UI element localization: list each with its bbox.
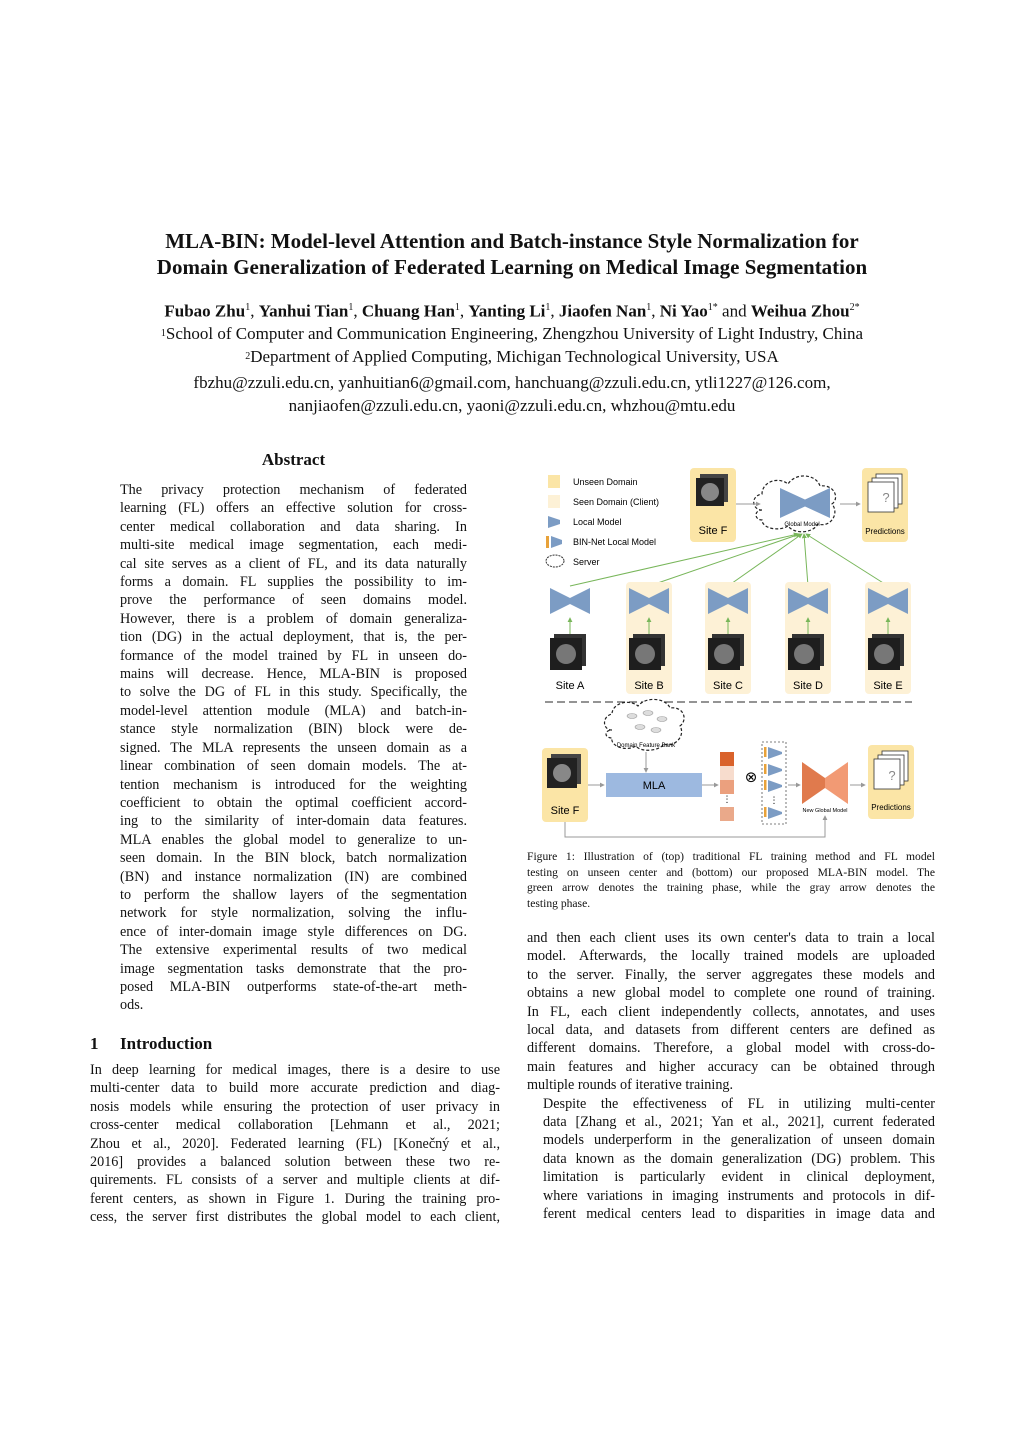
text-line: multiple rounds of iterative training. xyxy=(527,1077,734,1094)
server-cloud xyxy=(754,476,836,532)
text-line: The extensive experimental results of two medical xyxy=(120,942,467,959)
emails-line-2: nanjiaofen@zzuli.edu.cn, yaoni@zzuli.edu.cn, whzhou@mtu.edu xyxy=(288,396,736,415)
new-global-encoder xyxy=(802,762,825,804)
affiliation-2-sup: 2 xyxy=(245,351,251,362)
bin-net-model-icon xyxy=(768,780,782,792)
scan-anatomy xyxy=(556,644,576,664)
text-line: testing on unseen center and (bottom) our proposed MLA-BIN model. The xyxy=(527,865,935,879)
site-f-label: Site F xyxy=(550,805,580,817)
site-label: Site B xyxy=(634,680,664,692)
legend-server: Server xyxy=(573,557,600,567)
text-line: forms a domain. FL supplies the possibility to im- xyxy=(120,574,467,591)
weight-ellipsis: ⋮ xyxy=(722,794,732,804)
author-sup: 2* xyxy=(849,302,860,313)
prediction-sheet xyxy=(868,482,894,512)
emails-line-1: fbzhu@zzuli.edu.cn, yanhuitian6@gmail.com, hanchuang@zzuli.edu.cn, ytli1227@126.com, xyxy=(193,373,831,392)
title-line-2: Domain Generalization of Federated Learning on Medical Image Segmentation xyxy=(156,255,868,279)
model-ellipsis: ⋮ xyxy=(769,795,779,805)
affiliation-2 xyxy=(40,345,984,368)
site-b xyxy=(626,582,672,694)
predictions-top xyxy=(862,468,908,542)
weight-cell xyxy=(720,766,734,780)
author-separator: , xyxy=(353,301,358,321)
global-model-label: Global Model xyxy=(784,522,820,528)
author-sup: 1 xyxy=(646,302,652,313)
bin-net-model-icon xyxy=(768,747,782,759)
site-d xyxy=(785,582,831,694)
legend-local-model: Local Model xyxy=(573,517,622,527)
abstract-heading: Abstract xyxy=(261,450,326,469)
intro-paragraph xyxy=(527,929,935,1095)
intro-right-column xyxy=(527,929,935,1224)
site-label: Site C xyxy=(713,680,743,692)
local-model-stack xyxy=(762,742,786,824)
section-number: 1 xyxy=(90,1034,99,1053)
weight-cell xyxy=(720,752,734,766)
author-sup: 1* xyxy=(707,302,718,313)
author-name: Ni Yao xyxy=(659,301,708,321)
site-f-anatomy xyxy=(701,483,719,501)
text-line: data [Zhang et al., 2021; Yan et al., 2021], current federated xyxy=(543,1114,935,1131)
scan-anatomy xyxy=(714,644,734,664)
author-list xyxy=(40,296,984,323)
text-line: 2016] provides a balanced solution between these two re- xyxy=(90,1154,500,1171)
database-icon xyxy=(651,728,661,733)
bin-block-icon xyxy=(546,536,549,548)
author-separator: , xyxy=(651,301,656,321)
text-line: nosis models while ensuring the protection of user privacy in xyxy=(90,1098,500,1115)
text-line: model. Afterwards, the locally trained models are uploaded xyxy=(527,948,935,965)
text-line: cess, the server first distributes the global model to each client, xyxy=(90,1209,500,1226)
text-line: multi-center data to build more accurate prediction and diag- xyxy=(90,1080,500,1097)
text-line: to perform the shallow layers of the segmentation xyxy=(120,886,467,903)
affiliation-1 xyxy=(40,322,984,345)
text-line: local data, and datasets from different centers are defined as xyxy=(527,1022,935,1039)
multiply-symbol: ⊗ xyxy=(744,769,758,786)
bin-block-icon xyxy=(764,747,767,757)
legend-seen: Seen Domain (Client) xyxy=(573,497,660,507)
legend-bin-net: BIN-Net Local Model xyxy=(573,537,657,547)
abstract-body xyxy=(120,481,467,1015)
text-line: ing to the similarity of inter-domain data features. xyxy=(120,813,467,830)
text-line: different domains. Therefore, a global model with cross-do- xyxy=(527,1040,935,1057)
text-line: tion (DG) in the actual deployment, that is, the per- xyxy=(120,629,467,646)
prediction-question: ? xyxy=(882,490,890,505)
bin-net-model-icon xyxy=(551,536,562,548)
author-name: Yanhui Tian xyxy=(258,301,349,321)
figure-1-caption xyxy=(527,849,935,911)
site-f-anatomy xyxy=(553,764,571,782)
weight-vector xyxy=(720,752,734,821)
title-line-1: MLA-BIN: Model-level Attention and Batch-instance Style Normalization for xyxy=(165,229,859,253)
text-line: However, there is a problem of domain generaliza- xyxy=(120,610,467,627)
prediction-sheet xyxy=(874,759,900,789)
text-line: signed. The MLA represents the unseen domain as a xyxy=(120,739,467,756)
database-icon xyxy=(657,717,667,722)
section-title: Introduction xyxy=(120,1034,213,1053)
weight-cell xyxy=(720,780,734,794)
site-e xyxy=(865,582,911,694)
site-label: Site E xyxy=(873,680,903,692)
database-icon xyxy=(635,725,645,730)
domain-feature-bank xyxy=(605,699,685,750)
intro-left-column xyxy=(90,1061,500,1227)
figure-1 xyxy=(540,462,935,842)
text-line: linear combination of seen domain models. The at- xyxy=(120,758,467,775)
text-line: In FL, each client independently collects, annotates, and uses xyxy=(527,1003,935,1020)
text-line: and then each client uses its own center's data to train a local xyxy=(527,930,935,946)
text-line: The privacy protection mechanism of federated xyxy=(120,482,467,498)
site-c xyxy=(705,582,751,694)
green-arrow xyxy=(804,534,808,586)
server-icon xyxy=(546,555,564,567)
text-line: main features and higher accuracy can be obtained through xyxy=(527,1058,935,1075)
text-line: to the server. Finally, the server aggregates these models and xyxy=(527,966,935,983)
database-icon xyxy=(627,714,637,719)
author-sup: 1 xyxy=(545,302,551,313)
site-label: Site A xyxy=(555,680,585,692)
affiliation-2-text: Department of Applied Computing, Michigan Technological University, USA xyxy=(250,347,779,366)
predictions-label: Predictions xyxy=(871,803,911,812)
text-line: center medical collaboration and data sharing. In xyxy=(120,518,467,535)
bin-net-model-icon xyxy=(768,764,782,776)
text-line: data known as the domain generalization (DG) problem. This xyxy=(543,1150,935,1167)
text-line: ferent centers, as shown in Figure 1. During the training pro- xyxy=(90,1190,500,1207)
bin-net-model-icon xyxy=(768,807,782,819)
local-model-decoder xyxy=(570,588,590,614)
site-f-label: Site F xyxy=(698,525,728,537)
text-line: cal site serves as a client of FL, and its data naturally xyxy=(120,555,467,572)
author-name: Yanting Li xyxy=(468,301,546,321)
weight-cell xyxy=(720,807,734,821)
author-sup: 1 xyxy=(348,302,354,313)
text-line: prove the performance of seen domains model. xyxy=(120,592,467,609)
bin-block-icon xyxy=(764,780,767,790)
site-f-bottom xyxy=(542,748,588,822)
text-line: MLA enables the global model to generalize to un- xyxy=(120,831,467,848)
text-line: model-level attention module (MLA) and batch-in- xyxy=(120,702,467,719)
author-sup: 1 xyxy=(454,302,460,313)
text-line: Figure 1: Illustration of (top) traditional FL training method and FL model xyxy=(527,850,935,863)
section-heading xyxy=(90,1034,212,1054)
scan-anatomy xyxy=(635,644,655,664)
feature-bank-label: Domain Feature Bank xyxy=(616,743,676,749)
text-line: models underperform in the generalization of unseen domain xyxy=(543,1132,935,1149)
new-global-decoder xyxy=(825,762,848,804)
author-sup: 1 xyxy=(245,302,251,313)
text-line: formance of the model trained by FL in unseen do- xyxy=(120,647,467,664)
legend-unseen: Unseen Domain xyxy=(573,477,638,487)
scan-anatomy xyxy=(874,644,894,664)
figure-legend xyxy=(546,475,659,567)
text-line: (BN) and instance normalization (IN) are combined xyxy=(120,868,467,885)
predictions-label: Predictions xyxy=(865,527,905,536)
text-line: posed MLA-BIN outperforms state-of-the-art meth- xyxy=(120,978,467,995)
text-line: tention mechanism is introduced for the weighting xyxy=(120,776,467,793)
local-model-encoder xyxy=(550,588,570,614)
author-separator: , xyxy=(250,301,255,321)
mla-label: MLA xyxy=(642,780,666,792)
text-line: ferent medical centers lead to disparities in image data and xyxy=(543,1206,935,1223)
text-line: where variations in imaging instruments and protocols in dif- xyxy=(543,1187,935,1204)
text-line: coefficient to obtain the optimal coefficient accord- xyxy=(120,794,467,811)
author-and: and xyxy=(722,301,747,321)
author-name: Jiaofen Nan xyxy=(558,301,647,321)
bin-block-icon xyxy=(764,764,767,774)
author-name: Chuang Han xyxy=(361,301,455,321)
text-line: ods. xyxy=(120,997,144,1014)
predictions-bottom xyxy=(868,745,914,819)
database-icon xyxy=(643,711,653,716)
scan-anatomy xyxy=(794,644,814,664)
text-line: stance style normalization (BIN) block were de- xyxy=(120,721,467,738)
text-line: to solve the DG of FL in this study. Specifically, the xyxy=(120,684,467,701)
text-line: obtains a new global model to complete one round of training. xyxy=(527,985,935,1002)
text-line: seen domain. In the BIN block, batch normalization xyxy=(120,850,467,867)
author-name: Fubao Zhu xyxy=(164,301,246,321)
text-line: ence of inter-domain image style differences on DG. xyxy=(120,923,467,940)
text-line: network for style normalization, solving the influ- xyxy=(120,905,467,922)
local-model-icon xyxy=(548,516,560,528)
author-separator: , xyxy=(459,301,465,321)
text-line: green arrow denotes the training phase, while the gray arrow denotes the xyxy=(527,881,935,894)
text-line: quirements. FL consists of a server and multiple clients at dif- xyxy=(90,1172,500,1189)
text-line: multi-site medical image segmentation, each medi- xyxy=(120,537,467,554)
text-line: mains will decrease. Hence, MLA-BIN is proposed xyxy=(120,666,467,683)
bin-block-icon xyxy=(764,807,767,817)
site-label: Site D xyxy=(793,680,823,692)
text-line: Zhou et al., 2020]. Federated learning (FL) [Konečný et al., xyxy=(90,1135,500,1152)
affiliation-1-sup: 1 xyxy=(160,328,166,339)
paper-title xyxy=(60,228,964,280)
legend-swatch-unseen xyxy=(548,475,560,488)
text-line: Despite the effectiveness of FL in utilizing multi-center xyxy=(543,1095,935,1112)
text-line: limitation is particularly evident in clinical deployment, xyxy=(543,1169,935,1186)
affiliation-1-text: School of Computer and Communication Engineering, Zhengzhou University of Light Industry, China xyxy=(165,324,864,343)
text-line: testing phase. xyxy=(527,896,591,910)
prediction-question: ? xyxy=(888,768,896,783)
site-f-top xyxy=(690,468,736,542)
new-global-model xyxy=(802,762,848,814)
legend-swatch-seen xyxy=(548,495,560,508)
text-line: learning (FL) offers an effective solution for cross- xyxy=(120,500,467,517)
text-line: In deep learning for medical images, there is a desire to use xyxy=(90,1062,500,1078)
author-separator: , xyxy=(550,301,555,321)
new-global-model-label: New Global Model xyxy=(802,808,848,814)
site-a xyxy=(550,588,590,692)
text-line: image segmentation tasks demonstrate that the pro- xyxy=(120,960,467,977)
text-line: cross-center medical collaboration [Lehmann et al., 2021; xyxy=(90,1117,500,1134)
intro-paragraph xyxy=(527,1095,935,1224)
author-name: Weihua Zhou xyxy=(750,301,850,321)
